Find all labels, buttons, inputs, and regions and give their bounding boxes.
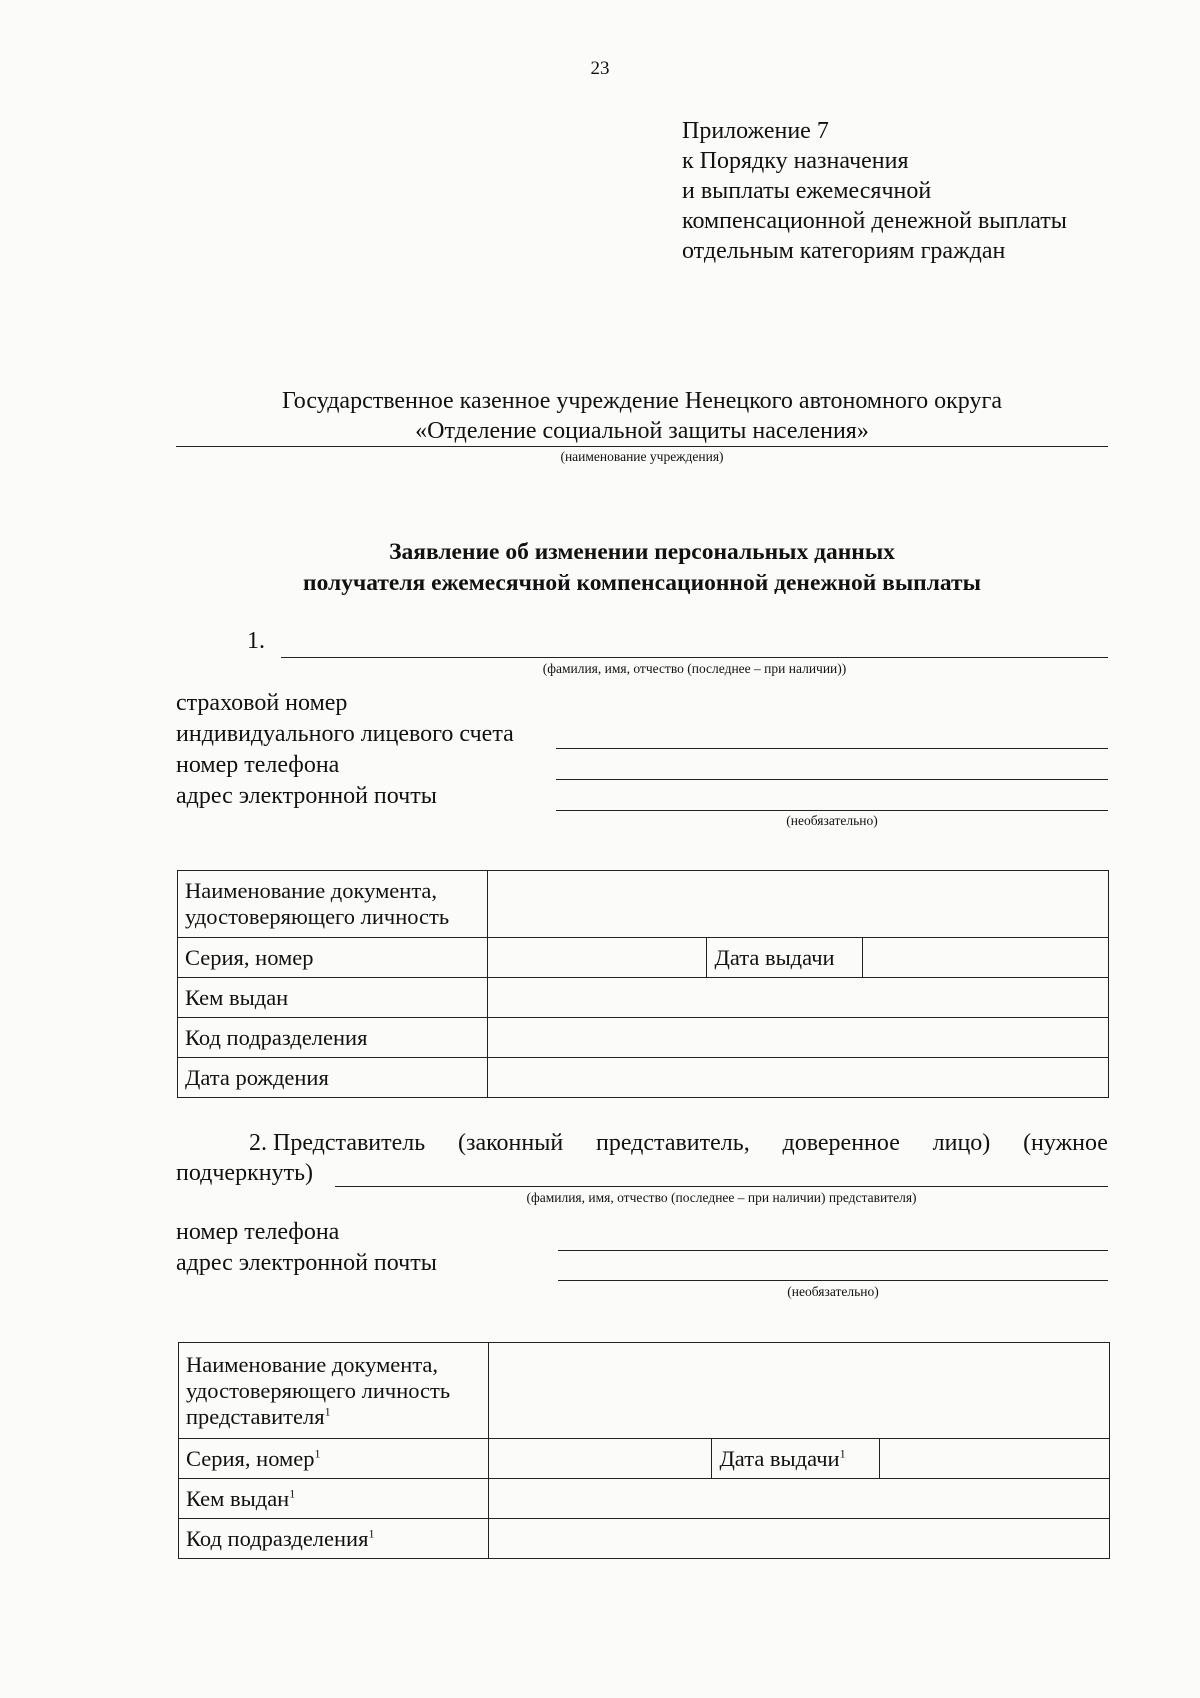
- appendix-line: и выплаты ежемесячной: [682, 178, 932, 204]
- appendix-header: [682, 116, 1067, 266]
- rep-doc-name-field[interactable]: [488, 1343, 1109, 1439]
- rep-series-number-label: Серия, номер$^1$: [179, 1439, 489, 1479]
- rep-doc-name-line: Наименование документа,: [186, 1351, 439, 1377]
- rep-issue-date-field[interactable]: [880, 1439, 1110, 1479]
- representative-name-caption: (фамилия, имя, отчество (последнее – при наличии) представителя): [526, 1190, 917, 1205]
- institution-underline: [176, 446, 1108, 447]
- identity-document-table: [177, 870, 1109, 1098]
- appendix-line: к Порядку назначения: [682, 148, 909, 174]
- rep-doc-name-line: представителя: [186, 1403, 325, 1429]
- snils-field[interactable]: [556, 748, 1108, 749]
- rep-phone-field[interactable]: [558, 1250, 1108, 1251]
- rep-issue-date-label: Дата выдачи$^1$: [712, 1439, 880, 1479]
- birth-date-label: Дата рождения: [178, 1058, 488, 1098]
- doc-name-label: Наименование документа, удостоверяющего личность: [178, 871, 488, 938]
- rep-email-field[interactable]: [558, 1280, 1108, 1281]
- section2-word: представитель,: [596, 1130, 750, 1156]
- section2-word: доверенное: [782, 1130, 900, 1156]
- applicant-name-field[interactable]: [281, 657, 1108, 658]
- rep-issued-by-label: Кем выдан$^1$: [179, 1479, 489, 1519]
- phone-field[interactable]: [556, 779, 1108, 780]
- issued-by-label: Кем выдан: [178, 978, 488, 1018]
- snils-label-line1: страховой номер: [176, 690, 348, 716]
- institution-name-line2: «Отделение социальной защиты населения»: [415, 418, 869, 444]
- institution-caption: (наименование учреждения): [560, 449, 724, 464]
- doc-name-field[interactable]: [487, 871, 1108, 938]
- issue-date-label: Дата выдачи: [707, 938, 863, 978]
- representative-name-field[interactable]: [335, 1186, 1108, 1187]
- section2-word: (нужное: [1023, 1130, 1108, 1156]
- phone-label: номер телефона: [176, 752, 340, 778]
- email-label: адрес электронной почты: [176, 783, 437, 809]
- birth-date-field[interactable]: [487, 1058, 1108, 1098]
- email-field[interactable]: [556, 810, 1108, 811]
- section1-number: 1.: [247, 628, 265, 654]
- form-title-line2: получателя ежемесячной компенсационной денежной выплаты: [303, 570, 981, 596]
- snils-label-line2: индивидуального лицевого счета: [176, 721, 514, 747]
- institution-name-line1: Государственное казенное учреждение Ненецкого автономного округа: [282, 388, 1002, 414]
- rep-series-number-field[interactable]: [488, 1439, 712, 1479]
- form-title-line1: Заявление об изменении персональных данных: [389, 539, 895, 565]
- representative-document-table: [178, 1342, 1110, 1559]
- footnote-mark: 1: [368, 1526, 375, 1540]
- rep-email-label: адрес электронной почты: [176, 1250, 437, 1276]
- page-number: 23: [590, 58, 610, 79]
- division-code-label: Код подразделения: [178, 1018, 488, 1058]
- section2-line2: подчеркнуть): [176, 1160, 314, 1186]
- section2-word: 2. Представитель: [249, 1130, 426, 1156]
- rep-doc-name-label: [179, 1343, 489, 1439]
- appendix-line: компенсационной денежной выплаты: [682, 208, 1067, 234]
- rep-phone-label: номер телефона: [176, 1219, 340, 1245]
- section2-word: лицо): [932, 1130, 991, 1156]
- footnote-mark: 1: [314, 1446, 321, 1460]
- series-number-label: Серия, номер: [178, 938, 488, 978]
- rep-email-optional-caption: (необязательно): [787, 1284, 879, 1299]
- rep-doc-name-line: удостоверяющего личность: [186, 1377, 451, 1403]
- section2-word: (законный: [457, 1130, 564, 1156]
- series-number-field[interactable]: [487, 938, 707, 978]
- issue-date-field[interactable]: [863, 938, 1109, 978]
- rep-division-code-label: Код подразделения$^1$: [179, 1519, 489, 1559]
- appendix-line: отдельным категориям граждан: [682, 238, 1006, 264]
- email-optional-caption: (необязательно): [786, 813, 878, 828]
- appendix-line: Приложение 7: [682, 118, 829, 144]
- division-code-field[interactable]: [487, 1018, 1108, 1058]
- rep-issued-by-field[interactable]: [488, 1479, 1109, 1519]
- applicant-name-caption: (фамилия, имя, отчество (последнее – при наличии)): [542, 661, 847, 676]
- representative-paragraph: [176, 1128, 1108, 1188]
- issued-by-field[interactable]: [487, 978, 1108, 1018]
- footnote-mark: 1: [839, 1446, 846, 1460]
- footnote-mark: 1: [289, 1486, 296, 1500]
- footnote-mark: 1: [324, 1404, 331, 1418]
- rep-division-code-field[interactable]: [488, 1519, 1109, 1559]
